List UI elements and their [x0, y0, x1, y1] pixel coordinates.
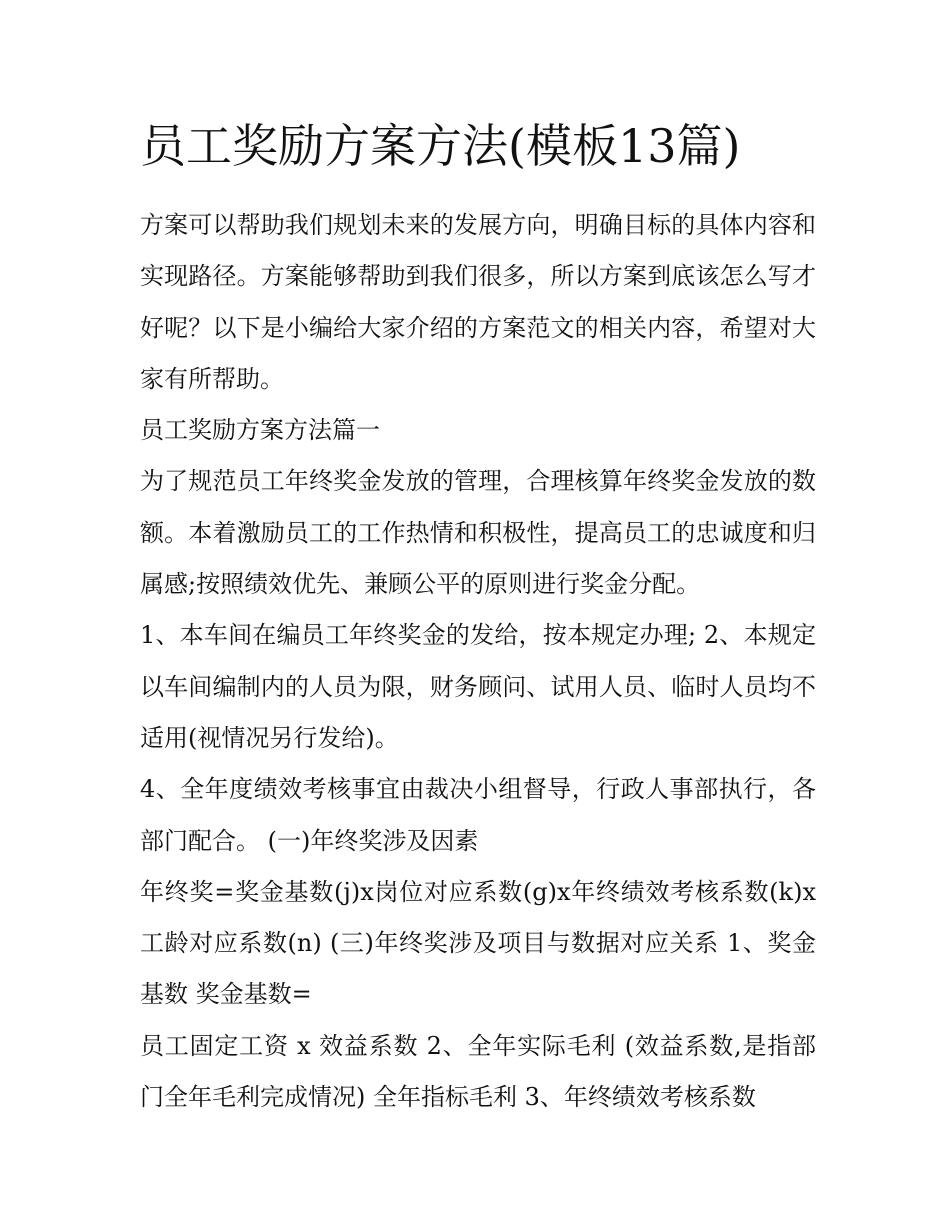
paragraph-base-calc: 员工固定工资 x 效益系数 2、全年实际毛利 (效益系数,是指部门全年毛利完成情况) 全年指标毛利 3、年终绩效考核系数 [140, 1031, 816, 1112]
document-body [140, 200, 816, 1123]
paragraph-scope: 1、本车间在编员工年终奖金的发给，按本规定办理; 2、本规定以车间编制内的人员为限，财务顾问、试用人员、临时人员均不适用(视情况另行发给)。 [140, 621, 816, 752]
paragraph-supervision: 4、全年度绩效考核事宜由裁决小组督导，行政人事部执行，各部门配合。 (一)年终奖涉及因素 [140, 775, 816, 855]
paragraph-purpose: 为了规范员工年终奖金发放的管理，合理核算年终奖金发放的数额。本着激励员工的工作热情和积极性，提高员工的忠诚度和归属感;按照绩效优先、兼顾公平的原则进行奖金分配。 [140, 467, 816, 599]
paragraph-intro: 方案可以帮助我们规划未来的发展方向，明确目标的具体内容和实现路径。方案能够帮助到我们很多，所以方案到底该怎么写才好呢？以下是小编给大家介绍的方案范文的相关内容，希望对大家有所帮助。 [140, 211, 816, 393]
document-title: 员工奖励方案方法(模板13篇) [140, 119, 741, 173]
section-heading: 员工奖励方案方法篇一 [140, 416, 380, 445]
paragraph-formula: 年终奖=奖金基数(j)x岗位对应系数(g)x年终绩效考核系数(k)x工龄对应系数(n) (三)年终奖涉及项目与数据对应关系 1、奖金基数 奖金基数= [140, 877, 816, 1009]
